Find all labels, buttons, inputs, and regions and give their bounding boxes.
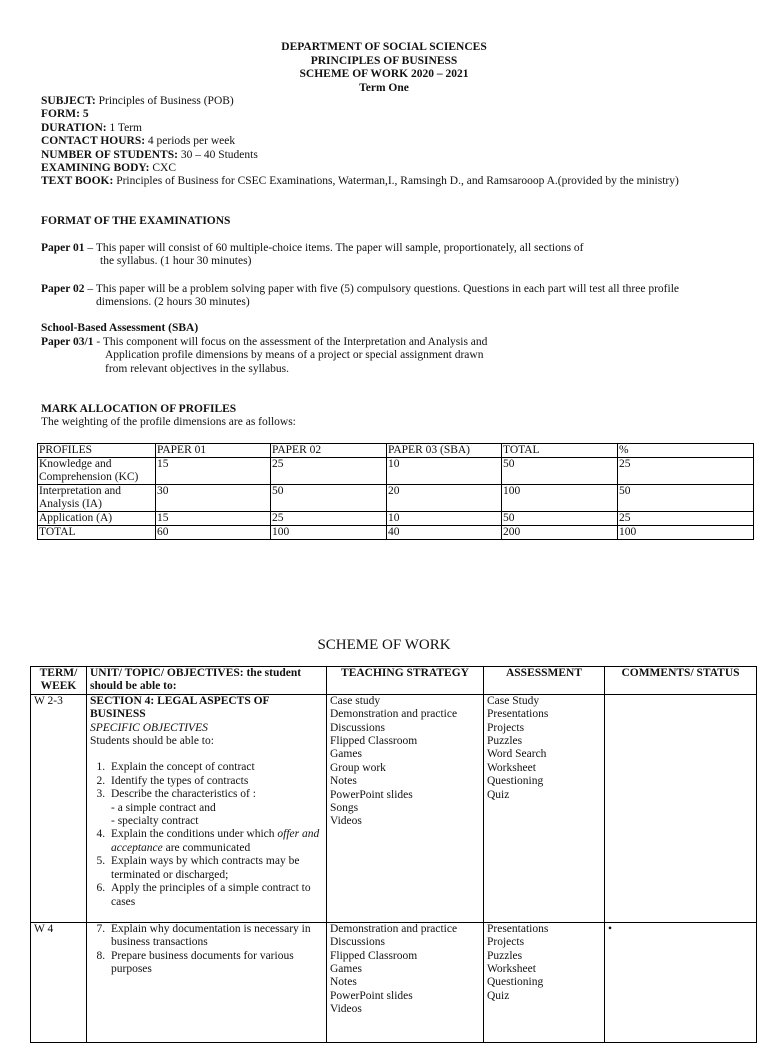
table-cell: Application (A) xyxy=(38,512,156,526)
info-subject: SUBJECT: Principles of Business (POB) xyxy=(41,95,234,107)
list-item: Games xyxy=(330,963,362,976)
section-title: SECTION 4: LEGAL ASPECTS OF BUSINESS xyxy=(90,694,270,721)
strategy-cell xyxy=(327,694,484,922)
list-item: PowerPoint slides xyxy=(330,989,413,1002)
list-item: Videos xyxy=(330,1003,362,1016)
paper031-description: Paper 03/1 - This component will focus on the assessment of the Interpretation and Analysis and Application profile dimensions by means of a project or special assignment drawn from relevant objectives in the syllabus. xyxy=(41,336,488,375)
header-cell: PROFILES xyxy=(38,444,156,458)
table-cell: 50 xyxy=(618,485,754,512)
list-item: Puzzles xyxy=(487,735,523,748)
table-cell: 60 xyxy=(156,526,271,540)
header-cell: % xyxy=(618,444,754,458)
table-cell: 100 xyxy=(618,526,754,540)
header-comments: COMMENTS/ STATUS xyxy=(605,667,757,695)
list-item: Projects xyxy=(487,721,525,734)
sub-item: - specialty contract xyxy=(111,815,199,828)
list-item: 5. Explain ways by which contracts may be terminated or discharged; xyxy=(108,855,323,882)
table-cell: 15 xyxy=(156,512,271,526)
list-item: Notes xyxy=(330,775,357,788)
header-cell: TOTAL xyxy=(502,444,618,458)
list-item: Quiz xyxy=(487,788,510,801)
list-item: Discussions xyxy=(330,721,385,734)
list-item: PowerPoint slides xyxy=(330,788,413,801)
list-item: Questioning xyxy=(487,775,544,788)
table-row xyxy=(38,526,754,540)
table-cell: 50 xyxy=(502,512,618,526)
paper01-description: Paper 01 – This paper will consist of 60 multiple-choice items. The paper will sample, proportionately, all sections of the syllabus. (1 hour 30 minutes) xyxy=(41,242,584,268)
list-item: 8. Prepare business documents for various purposes xyxy=(108,950,323,977)
paper02-description: Paper 02 – This paper will be a problem solving paper with five (5) compulsory questions. Questions in each part will test all three profile dimensions. (2 hours 30 minutes) xyxy=(41,283,680,309)
scheme-table xyxy=(30,666,757,1043)
list-item: 4. Explain the conditions under which offer and acceptance are communicated xyxy=(108,828,323,855)
unit-cell xyxy=(87,922,327,1042)
header-cell: PAPER 02 xyxy=(271,444,387,458)
list-item: Worksheet xyxy=(487,761,536,774)
assessment-cell xyxy=(484,922,605,1042)
course-title: PRINCIPLES OF BUSINESS xyxy=(310,54,458,67)
profiles-header-row xyxy=(38,444,754,458)
list-item: 3. Describe the characteristics of : - a simple contract and - specialty contract xyxy=(108,788,323,828)
document-heading xyxy=(0,41,768,95)
table-row xyxy=(38,485,754,512)
header-unit: UNIT/ TOPIC/ OBJECTIVES: the student should be able to: xyxy=(87,667,327,695)
mark-allocation-title: MARK ALLOCATION OF PROFILES xyxy=(41,403,237,415)
list-item: Presentations xyxy=(487,708,549,721)
objectives-intro: Students should be able to: xyxy=(90,735,214,748)
list-item: Projects xyxy=(487,936,525,949)
table-cell: 40 xyxy=(387,526,502,540)
table-cell: 100 xyxy=(502,485,618,512)
list-item: Presentations xyxy=(487,922,549,935)
list-item: Videos xyxy=(330,815,362,828)
course-info xyxy=(41,95,741,189)
info-examining-body: EXAMINING BODY: CXC xyxy=(41,162,177,175)
table-cell: Knowledge and Comprehension (KC) xyxy=(38,458,156,485)
table-cell: Interpretation and Analysis (IA) xyxy=(38,485,156,512)
list-item: Flipped Classroom xyxy=(330,949,418,962)
header-week: TERM/ WEEK xyxy=(31,667,87,695)
list-item: Case study xyxy=(330,694,381,707)
list-item: Games xyxy=(330,748,362,761)
department-title: DEPARTMENT OF SOCIAL SCIENCES xyxy=(281,41,487,53)
assessment-cell xyxy=(484,694,605,922)
info-text-book: TEXT BOOK: Principles of Business for CSEC Examinations, Waterman,I., Ramsingh D., and Ramsarooop A.(provided by the ministry) xyxy=(41,175,679,188)
table-cell: 10 xyxy=(387,458,502,485)
table-cell: 30 xyxy=(156,485,271,512)
objectives-list xyxy=(90,923,323,977)
header-assessment: ASSESSMENT xyxy=(484,667,605,695)
table-row xyxy=(31,922,757,1042)
list-item: Puzzles xyxy=(487,949,523,962)
format-title: FORMAT OF THE EXAMINATIONS xyxy=(41,215,231,227)
header-cell: PAPER 03 (SBA) xyxy=(387,444,502,458)
table-cell: 50 xyxy=(271,485,387,512)
specific-objectives-label: SPECIFIC OBJECTIVES xyxy=(90,721,208,734)
info-number-of-students: NUMBER OF STUDENTS: 30 – 40 Students xyxy=(41,148,258,161)
strategy-cell xyxy=(327,922,484,1042)
table-cell: 25 xyxy=(618,458,754,485)
table-cell: 25 xyxy=(618,512,754,526)
list-item: Discussions xyxy=(330,936,385,949)
list-item: Flipped Classroom xyxy=(330,735,418,748)
list-item: Demonstration and practice xyxy=(330,922,458,935)
sub-item: - a simple contract and xyxy=(111,801,216,814)
table-cell: 200 xyxy=(502,526,618,540)
table-cell: TOTAL xyxy=(38,526,156,540)
week-cell: W 2-3 xyxy=(31,694,87,922)
list-item: Worksheet xyxy=(487,963,536,976)
list-item: Songs xyxy=(330,802,359,815)
scheme-year-title: SCHEME OF WORK 2020 – 2021 xyxy=(299,68,469,80)
comments-cell xyxy=(605,694,757,922)
info-contact-hours: CONTACT HOURS: 4 periods per week xyxy=(41,135,236,148)
profiles-table xyxy=(37,443,754,540)
table-cell: 15 xyxy=(156,458,271,485)
table-row xyxy=(31,694,757,922)
unit-cell xyxy=(87,694,327,922)
list-item: 6. Apply the principles of a simple contract to cases xyxy=(108,882,323,909)
list-item: 7. Explain why documentation is necessary in business transactions xyxy=(108,923,323,950)
table-row xyxy=(38,458,754,485)
list-item: Questioning xyxy=(487,976,544,989)
list-item: Word Search xyxy=(487,748,547,761)
mark-allocation-subtitle: The weighting of the profile dimensions are as follows: xyxy=(41,416,296,428)
list-item: Case Study xyxy=(487,694,540,707)
table-cell: 50 xyxy=(502,458,618,485)
table-row xyxy=(38,512,754,526)
table-cell: 100 xyxy=(271,526,387,540)
term-title: Term One xyxy=(359,81,409,94)
table-cell: 25 xyxy=(271,458,387,485)
list-item: Quiz xyxy=(487,989,510,1002)
info-form: FORM: 5 xyxy=(41,108,89,121)
objectives-list xyxy=(90,761,323,908)
list-item: Demonstration and practice xyxy=(330,708,458,721)
comments-cell: • xyxy=(605,922,757,1042)
header-strategy: TEACHING STRATEGY xyxy=(327,667,484,695)
list-item: 2. Identify the types of contracts xyxy=(108,775,323,788)
list-item: 1. Explain the concept of contract xyxy=(108,761,323,774)
table-cell: 10 xyxy=(387,512,502,526)
sba-title: School-Based Assessment (SBA) xyxy=(41,322,199,334)
table-cell: 25 xyxy=(271,512,387,526)
header-cell: PAPER 01 xyxy=(156,444,271,458)
table-cell: 20 xyxy=(387,485,502,512)
list-item: Notes xyxy=(330,976,357,989)
list-item: Group work xyxy=(330,761,386,774)
info-duration: DURATION: 1 Term xyxy=(41,121,142,134)
scheme-header-row xyxy=(31,667,757,695)
week-cell: W 4 xyxy=(31,922,87,1042)
scheme-title: SCHEME OF WORK xyxy=(317,637,451,653)
